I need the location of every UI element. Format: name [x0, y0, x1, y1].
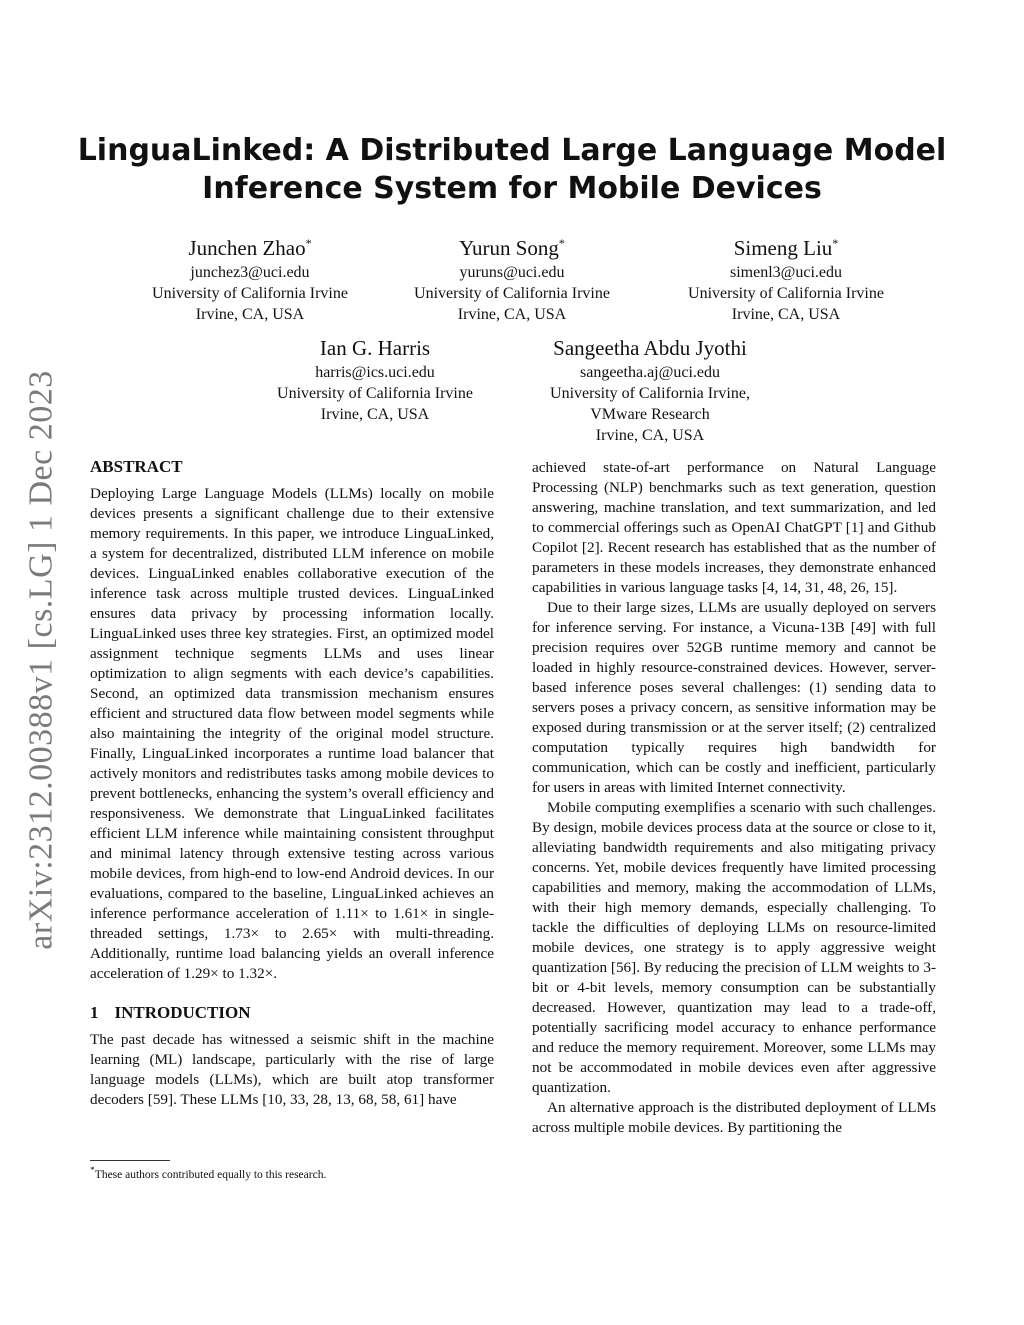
author-location: Irvine, CA, USA — [195, 306, 305, 323]
author-email: sangeetha.aj@uci.edu — [579, 364, 720, 381]
title-line-2: Inference System for Mobile Devices — [202, 171, 822, 206]
author-name: Junchen Zhao — [188, 236, 306, 260]
footnote-mark: * — [90, 1165, 95, 1176]
author-email: yuruns@uci.edu — [459, 264, 565, 281]
author-block-5 — [490, 334, 810, 446]
author-block-2 — [362, 229, 662, 325]
abstract-heading: ABSTRACT — [90, 457, 183, 476]
author-location: Irvine, CA, USA — [320, 406, 430, 423]
arxiv-identifier-text: arXiv:2312.00388v1 [cs.LG] 1 Dec 2023 — [23, 370, 61, 950]
author-email: simenl3@uci.edu — [729, 264, 843, 281]
author-location: Irvine, CA, USA — [457, 306, 567, 323]
author-block-1 — [100, 229, 400, 325]
right-column — [532, 458, 936, 1138]
author-block-4 — [225, 334, 525, 425]
author-affiliation: University of California Irvine — [277, 385, 473, 402]
author-block-3 — [636, 229, 936, 325]
author-affiliation-2: VMware Research — [590, 406, 710, 423]
paper-title — [60, 132, 964, 208]
author-email: harris@ics.uci.edu — [315, 364, 435, 381]
author-affiliation: University of California Irvine — [414, 285, 610, 302]
equal-contribution-mark: * — [832, 236, 839, 250]
author-email: junchez3@uci.edu — [190, 264, 310, 281]
abstract-text: Deploying Large Language Models (LLMs) locally on mobile devices presents a significant challenge due to their extensive memory requirements. In this paper, we introduce LinguaLinked, a system for decentralized, distributed LLM inference on mobile devices. LinguaLinked enables collaborative execution of the inference task across multiple trusted devices. LinguaLinked ensures data privacy by processing information locally. LinguaLinked uses three key strategies. First, an optimized model assignment technique segments LLMs and uses linear optimization to align segments with each device’s capabilities. Second, an optimized data transmission mechanism ensures efficient and structured data flow between model segments while also maintaining the integrity of the original model structure. Finally, LinguaLinked incorporates a runtime load balancer that actively monitors and redistributes tasks among mobile devices to prevent bottlenecks, enhancing the system’s overall efficiency and responsiveness. We demonstrate that LinguaLinked facilitates efficient LLM inference while maintaining consistent throughput and minimal latency through extensive testing across various mobile devices, from high-end to low-end Android devices. In our evaluations, compared to the baseline, LinguaLinked achieves an inference performance acceleration of 1.11× to 1.61× in single-threaded settings, 1.73× to 2.65× with multi-threading. Additionally, runtime load balancing yields an overall inference acceleration of 1.29× to 1.32×. — [90, 485, 494, 982]
author-location: Irvine, CA, USA — [731, 306, 841, 323]
right-paragraph-3: Mobile computing exemplifies a scenario with such challenges. By design, mobile devices process data at the source or close to it, alleviating bandwidth requirements and also mitigating privacy concerns. Yet, mobile devices frequently have limited processing capabilities and memory, making the accommodation of LLMs, with their high memory demands, especially challenging. To tackle the difficulties of deploying LLMs on resource-limited mobile devices, one strategy is to apply aggressive weight quantization [56]. By reducing the precision of LLM weights to 3-bit or 4-bit levels, memory consumption can be substantially decreased. However, quantization may lead to a trade-off, potentially sacrificing model accuracy to enhance performance and reduce the memory requirement. Moreover, some LLMs may not be accommodated in mobile devices even after aggressive quantization. — [532, 799, 936, 1096]
section-title: INTRODUCTION — [114, 1003, 251, 1022]
intro-heading — [90, 1002, 494, 1024]
footnote-text: These authors contributed equally to this research. — [94, 1168, 327, 1181]
arxiv-identifier-stamp — [22, 360, 62, 960]
author-location: Irvine, CA, USA — [595, 427, 705, 444]
left-column — [90, 456, 494, 1110]
author-name: Sangeetha Abdu Jyothi — [553, 336, 747, 360]
footnote — [90, 1164, 494, 1182]
author-name: Simeng Liu — [733, 236, 833, 260]
author-name: Ian G. Harris — [319, 336, 431, 360]
author-affiliation: University of California Irvine — [152, 285, 348, 302]
equal-contribution-mark: * — [558, 236, 565, 250]
author-affiliation: University of California Irvine, — [550, 385, 750, 402]
author-name: Yurun Song — [459, 236, 559, 260]
intro-paragraph-1: The past decade has witnessed a seismic shift in the machine learning (ML) landscape, particularly with the rise of large language models (LLMs), which are built atop transformer decoders [59]. These LLMs [10, 33, 28, 13, 68, 58, 61] have — [90, 1031, 494, 1108]
footnote-rule — [90, 1160, 170, 1161]
right-paragraph-4: An alternative approach is the distributed deployment of LLMs across multiple mobile devices. By partitioning the — [532, 1099, 936, 1136]
section-number: 1 — [90, 1003, 99, 1022]
title-line-1: LinguaLinked: A Distributed Large Language Model — [77, 133, 947, 168]
right-paragraph-1: achieved state-of-art performance on Natural Language Processing (NLP) benchmarks such as text generation, question answering, machine translation, and text summarization, and led to commercial offerings such as OpenAI ChatGPT [1] and Github Copilot [2]. Recent research has established that as the number of parameters in these models increases, they demonstrate enhanced capabilities in various language tasks [4, 14, 31, 48, 26, 15]. — [532, 459, 936, 596]
right-paragraph-2: Due to their large sizes, LLMs are usually deployed on servers for inference serving. For instance, a Vicuna-13B [49] with full precision requires over 52GB runtime memory and cannot be loaded in highly resource-constrained devices. However, server-based inference poses several challenges: (1) sending data to servers poses a privacy concern, as sensitive information may be exposed during transmission or at the server itself; (2) centralized computation typically requires high bandwidth for communication, which can be costly and inefficient, particularly for users in areas with limited Internet connectivity. — [532, 599, 936, 796]
author-affiliation: University of California Irvine — [688, 285, 884, 302]
equal-contribution-mark: * — [305, 236, 312, 250]
